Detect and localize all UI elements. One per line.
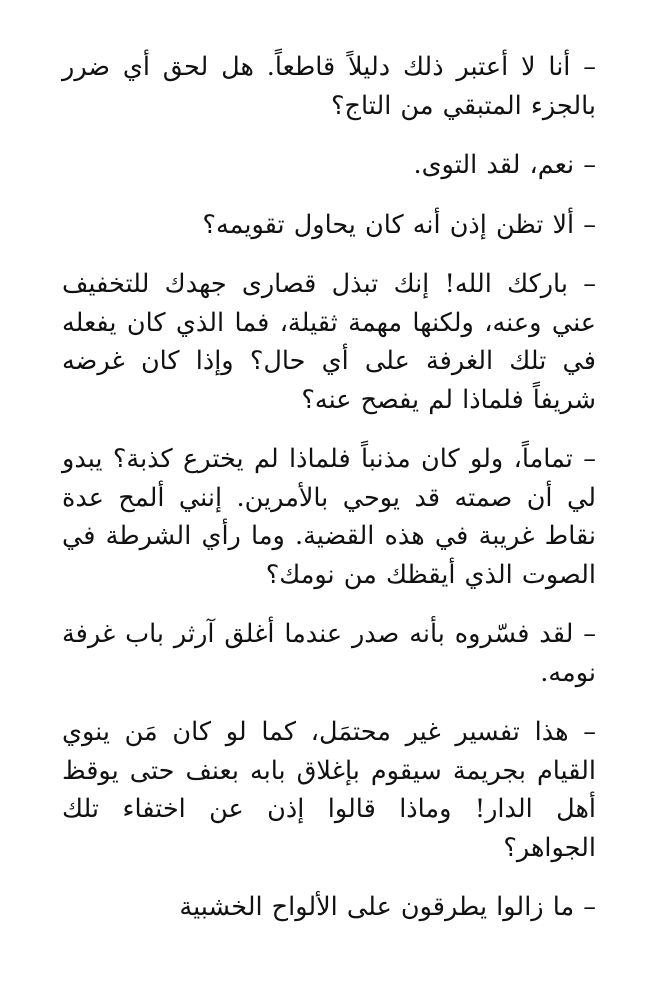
document-page — [62, 48, 596, 948]
paragraph: – ألا تظن إذن أنه كان يحاول تقويمه؟ — [202, 209, 596, 240]
paragraph: – لقد فسّروه بأنه صدر عندما أغلق آرثر باب غرفة نومه. — [62, 619, 596, 688]
paragraph: – هذا تفسير غير محتمَل، كما لو كان مَن ينوي القيام بجريمة سيقوم بإغلاق بابه بعنف حتى يوقظ أهل الدار! وماذا قالوا إذن عن اختفاء تلك الجواهر؟ — [62, 717, 596, 863]
paragraph: – نعم، لقد التوى. — [413, 150, 596, 180]
paragraph: – ما زالوا يطرقون على الألواح الخشبية — [179, 892, 596, 922]
paragraph: – باركك الله! إنك تبذل قصارى جهدك للتخفيف عني وعنه، ولكنها مهمة ثقيلة، فما الذي كان يفعله في تلك الغرفة على أي حال؟ وإذا كان غرضه شريفاً فلماذا لم يفصح عنه؟ — [62, 269, 596, 415]
paragraph: – أنا لا أعتبر ذلك دليلاً قاطعاً. هل لحق أي ضرر بالجزء المتبقي من التاج؟ — [62, 52, 596, 121]
paragraph: – تماماً، ولو كان مذنباً فلماذا لم يخترع كذبة؟ يبدو لي أن صمته قد يوحي بالأمرين. إنني ألمح عدة نقاط غريبة في هذه القضية. وما رأي الشرطة في الصوت الذي أيقظك من نومك؟ — [62, 444, 596, 590]
